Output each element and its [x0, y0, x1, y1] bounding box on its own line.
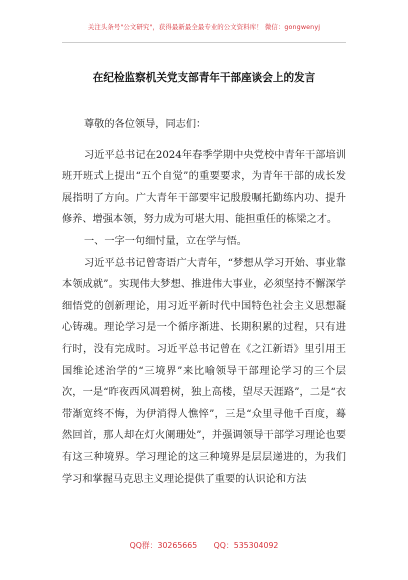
- paragraph-intro: 习近平总书记在2024年春季学期中央党校中青年干部培训班开班式上提出“五个自觉”的重要要求，为青年干部的成长发展指明了方向。广大青年干部要牢记殷殷嘱托勤练内功、提升修养、增强本领，努力成为可堪大用、能担重任的栋梁之才。: [62, 149, 346, 226]
- section-heading-1: 一、一字一句细忖量，立在学与悟。: [84, 235, 247, 247]
- header-notice: 关注头条号"公文研究"，获得最新最全最专业的公文资料库！ 微信：gongwenyj: [87, 23, 321, 31]
- footer-qq-group: QQ群：30265665: [129, 541, 198, 550]
- document-title: 在纪检监察机关党支部青年干部座谈会上的发言: [92, 72, 316, 84]
- header-divider: [62, 42, 346, 43]
- salutation: 尊敬的各位领导，同志们：: [84, 119, 207, 130]
- document-body: [62, 114, 346, 490]
- footer-contact: [0, 540, 408, 551]
- footer-qq: QQ：535304092: [213, 541, 279, 550]
- paragraph-study: 习近平总书记曾寄语广大青年，“梦想从学习开始、事业靠本领成就”。实现伟大梦想、推进伟大事业，必须坚持不懈深学细悟党的创新理论，用习近平新时代中国特色社会主义思想凝心铸魂。理论学习是一个循序渐进、长期积累的过程，只有进行时，没有完成时。习近平总书记曾在《之江新语》里引用王国维论述治学的“三境界”来比喻领导干部理论学习的三个层次，一是“昨夜西风凋碧树，独上高楼，望尽天涯路”，二是“衣带渐宽终不悔，为伊消得人憔悴”，三是“众里寻他千百度，蓦然回首，那人却在灯火阑珊处”，并强调领导干部学习理论也要有这三种境界。学习理论的这三种境界是层层递进的，为我们学习和掌握马克思主义理论提供了重要的认识论和方法: [62, 257, 346, 485]
